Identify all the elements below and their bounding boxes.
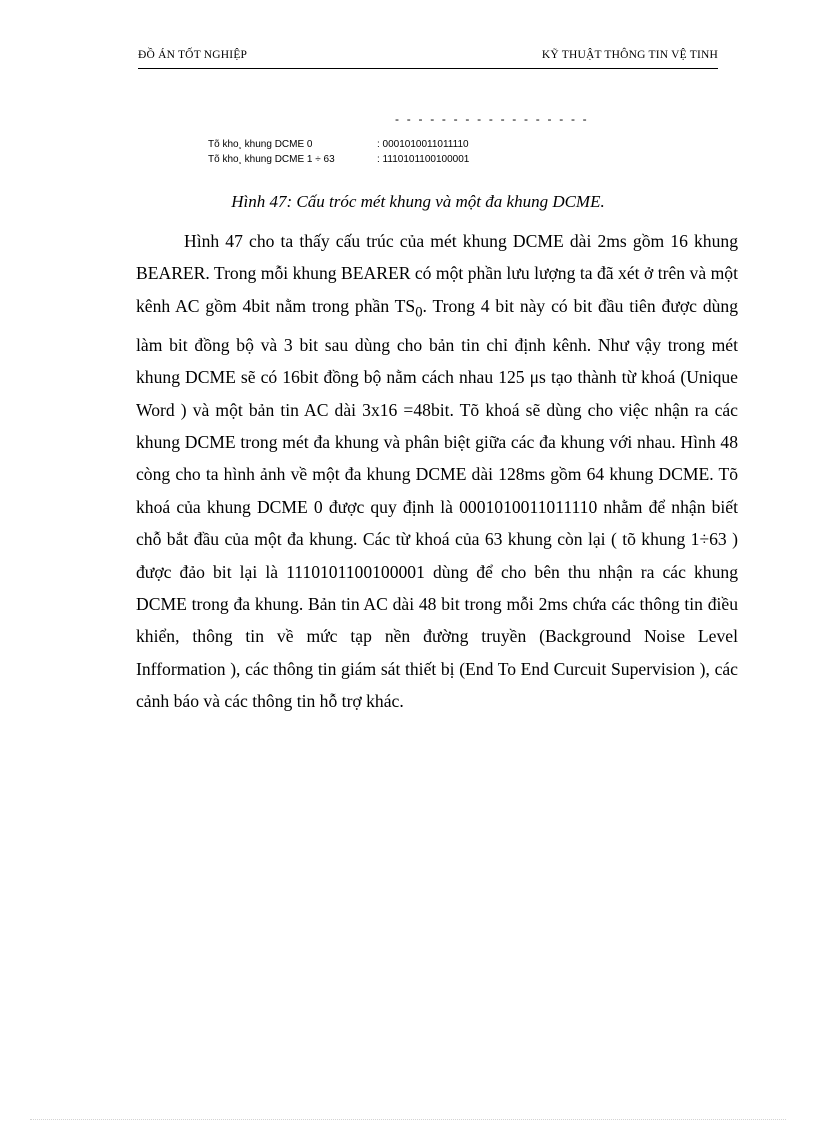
figure-caption: Hình 47: Cấu tróc mét khung và một đa khung DCME. — [231, 192, 605, 211]
header-title-right: KỸ THUẬT THÔNG TIN VỆ TINH — [541, 49, 718, 61]
code-value: : 0001010011011110 — [377, 139, 469, 150]
page-header — [138, 46, 718, 69]
body-paragraph-container — [136, 225, 738, 718]
header-title-left: ĐỒ ÁN TỐT NGHIỆP — [138, 49, 248, 61]
subscript-ts: 0 — [415, 304, 423, 321]
figure-dashed-line: - - - - - - - - - - - - - - - - - — [395, 112, 589, 126]
body-text-part: Hình 47 cho ta thấy cấu trúc của mét khung DCME dài 2ms gồm 16 khung BEARER. Trong mỗi khung BEARER có một phần lưu lượng ta đã xét ở trên và một kênh AC gồm 4bit nằm trong phần TS — [136, 231, 738, 316]
code-label: Tõ kho¸ khung DCME 0 — [208, 139, 313, 150]
footer-dotted-rule — [30, 1119, 786, 1120]
code-value: : 1110101100100001 — [377, 154, 470, 165]
code-label: Tõ kho¸ khung DCME 1 ÷ 63 — [208, 154, 335, 165]
body-text-part: . Trong 4 bit này có bit đầu tiên được dùng làm bit đồng bộ và 3 bit sau dùng cho bản tin chỉ định kênh. Như vậy trong mét khung DCME sẽ có 16bit đồng bộ nằm cách nhau 125 μs tạo thành từ khoá (Unique Word ) và một bản tin AC dài 3x16 =48bit. Tõ khoá sẽ dùng cho việc nhận ra các khung DCME trong mét đa khung và phân biệt giữa các đa khung với nhau. Hình 48 còng cho ta hình ảnh về một đa khung DCME dài 128ms gồm 64 khung DCME. Tõ khoá của khung DCME 0 được quy định là 0001010011011110 nhằm để nhận biết chỗ bắt đầu của một đa khung. Các từ khoá của 63 khung còn lại ( tõ khung 1÷63 ) được đảo bit lại là 1110101100100001 dùng để cho bên thu nhận ra các khung DCME trong đa khung. Bản tin AC dài 48 bit trong mỗi 2ms chứa các thông tin điều khiển, thông tin về mức tạp nền đường truyền (Background Noise Level Infformation ), các thông tin giám sát thiết bị (End To End Curcuit Supervision ), các cảnh báo và các thông tin hỗ trợ khác. — [136, 295, 739, 712]
body-paragraph — [136, 225, 738, 718]
